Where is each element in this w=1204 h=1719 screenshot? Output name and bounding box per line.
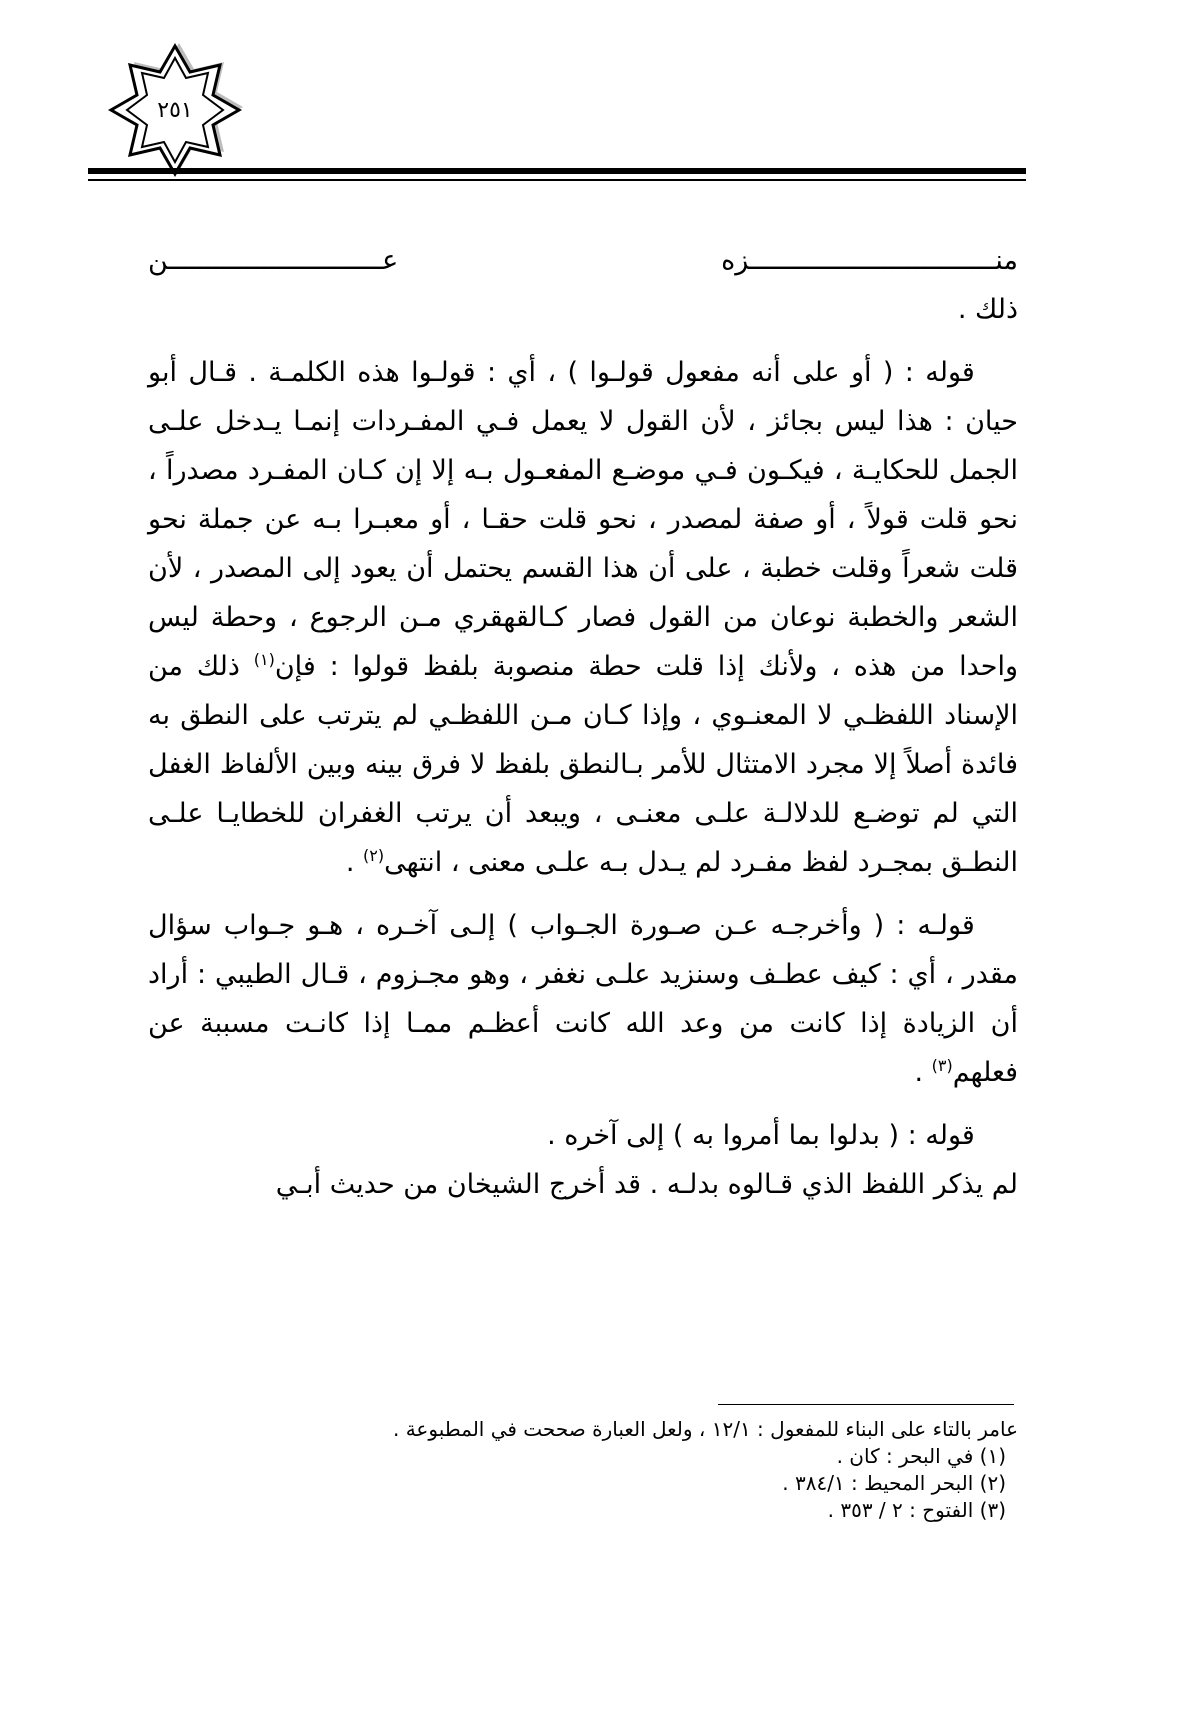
paragraph-2-text: قولـه : ( وأخرجـه عـن صـورة الجـواب ) إلـى آخـره ، هـو جـواب سؤال مقدر ، أي : كيف عطـف وسنزيد علـى نغفر ، وهو مجـزوم ، قـال الطيبي : أراد أن الزيادة إذا كانت من وعد الله كانت أعظـم ممـا إذا كانـت مسببة عن فعلهم xyxy=(148,910,1018,1088)
footnote-2: (٢) البحر المحيط : ٣٨٤/١ . xyxy=(782,1471,1006,1495)
footnote-3: (٣) الفتوح : ٢ / ٣٥٣ . xyxy=(827,1498,1006,1522)
footnote-ref-1: (١) xyxy=(253,650,275,669)
paragraph-4: لم يذكر اللفظ الذي قـالوه بدلـه . قد أخرج الشيخان من حديث أبـي xyxy=(275,1169,1018,1200)
footnote-separator xyxy=(718,1404,1014,1405)
main-text xyxy=(148,236,1018,1209)
header-rule-thin xyxy=(88,179,1026,181)
paragraph-2-end: . xyxy=(914,1057,932,1088)
paragraph-1 xyxy=(148,348,1018,887)
page-number: ٢٥١ xyxy=(157,97,193,123)
paragraph-2 xyxy=(148,901,1018,1097)
header-rule-thick xyxy=(88,168,1026,174)
paragraph-1-text-b: ذلك من الإسناد اللفظـي لا المعنـوي ، وإذا كـان مـن اللفظـي لم يترتب على النطق به فائدة أصلاً إلا مجرد الامتثال للأمر بـالنطق بلفظ لا فرق بينه وبين الألفاظ الغفل التي لم توضـع للدلالـة علـى معنـى ، ويبعد أن يرتب الغفران للخطايـا علـى النطـق بمجـرد لفظ مفـرد لم يـدل بـه علـى معنى ، انتهى xyxy=(148,651,1018,878)
footnote-ref-2: (٢) xyxy=(363,846,385,865)
paragraph-1-text: قوله : ( أو على أنه مفعول قولـوا ) ، أي : قولـوا هذه الكلمـة . قـال أبو حيان : هذا ليس بجائز ، لأن القول لا يعمل فـي المفـردات إنمـا يـدخل علـى الجمل للحكايـة ، فيكـون فـي موضـع المفعـول بـه إلا إن كـان المفـرد مصدراً ، نحو قلت قولاً ، أو صفة لمصدر ، نحو قلت حقـا ، أو معبـرا بـه عن جملة نحو قلت شعراً وقلت خطبة ، على أن هذا القسم يحتمل أن يعود إلى المصدر ، لأن الشعر والخطبة نوعان من القول فصار كـالقهقري مـن الرجوع ، وحطة ليس واحدا من هذه ، ولأنك إذا قلت حطة منصوبة بلفظ قولوا : فإن xyxy=(148,357,1018,682)
paragraph-3: قوله : ( بدلوا بما أمروا به ) إلى آخره . xyxy=(547,1120,975,1151)
footnote-1: (١) في البحر : كان . xyxy=(836,1444,1006,1468)
paragraph-1-end: . xyxy=(345,847,364,878)
text-line-1: منـــــــــــــــــــــــــــــــزه عـــــــــــــــــــــــــــن xyxy=(148,245,1018,276)
text-line-2: ذلك . xyxy=(957,294,1018,325)
footnote-ref-3: (٣) xyxy=(931,1056,953,1075)
footnotes xyxy=(148,1416,1018,1524)
footnote-continuation: عامر بالتاء على البناء للمفعول : ١٢/١ ، ولعل العبارة صححت في المطبوعة . xyxy=(392,1417,1018,1441)
